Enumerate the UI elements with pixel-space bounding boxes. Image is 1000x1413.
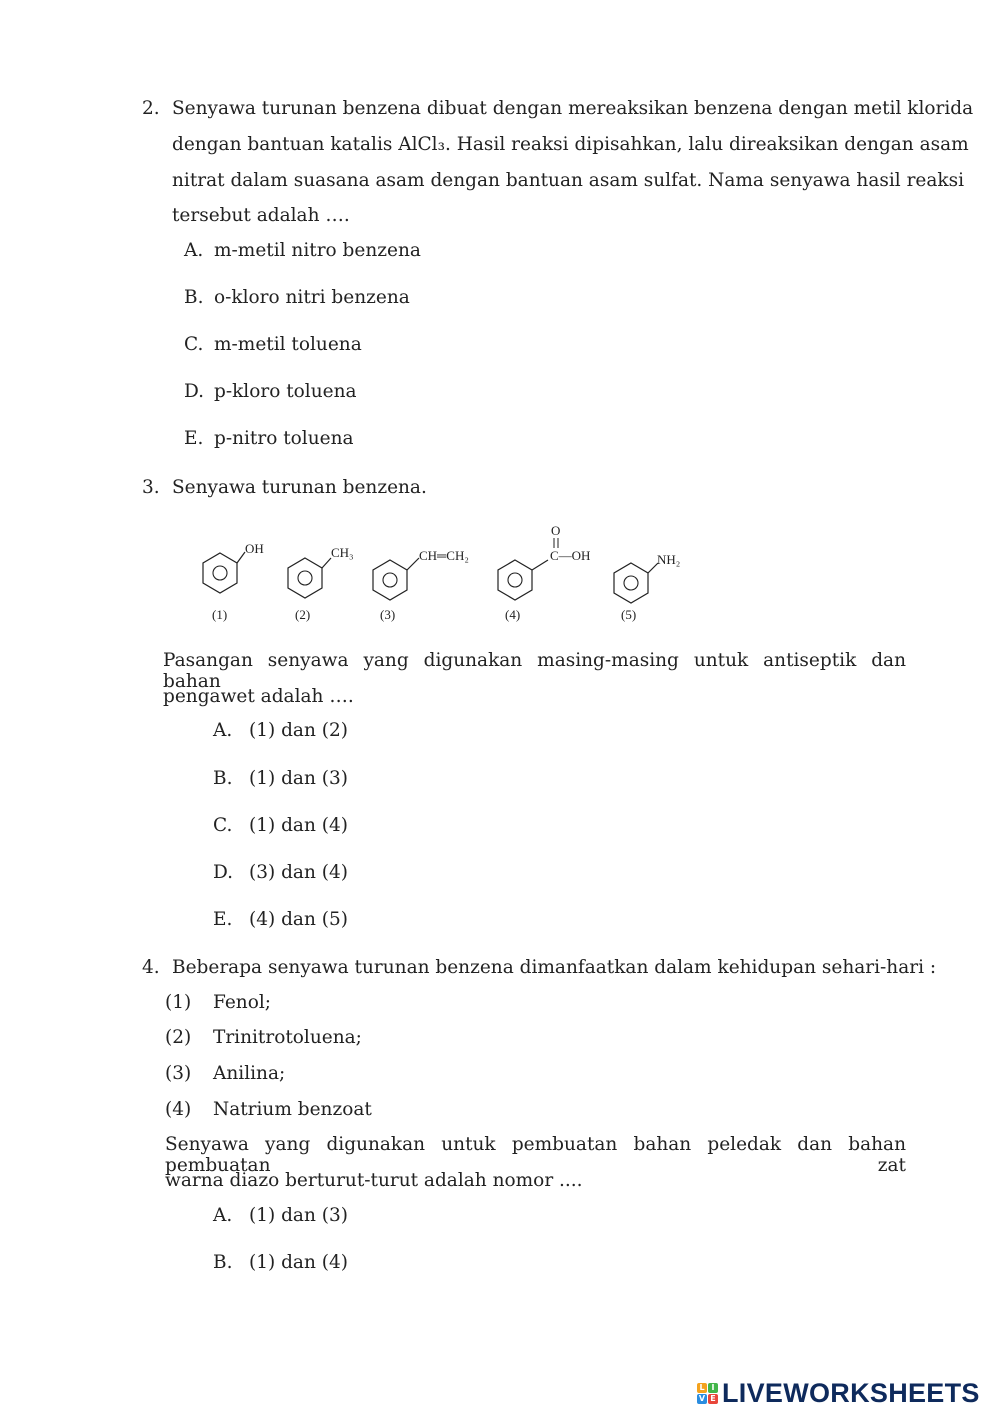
q3-stem-line: pengawet adalah …. [163, 686, 354, 707]
structure-4-label: (4) [505, 607, 521, 622]
q2-option-d[interactable] [184, 381, 357, 402]
structure-1 [203, 541, 264, 622]
q4-option-b[interactable] [213, 1252, 348, 1273]
q3-option-a[interactable] [213, 720, 348, 741]
item-number: (1) [165, 992, 192, 1013]
q2-option-c[interactable] [184, 334, 362, 355]
option-letter: C. [213, 815, 233, 836]
option-letter: E. [184, 428, 204, 449]
q3-option-e[interactable] [213, 909, 348, 930]
option-text: m-metil toluena [214, 334, 362, 355]
item-number: (2) [165, 1027, 192, 1048]
option-letter: B. [213, 1252, 233, 1273]
option-text: m-metil nitro benzena [214, 240, 421, 261]
q2-number: 2. [142, 98, 160, 119]
q3-option-c[interactable] [213, 815, 348, 836]
q3-title: Senyawa turunan benzena. [172, 477, 427, 498]
item-text: Trinitrotoluena; [213, 1027, 362, 1048]
option-text: (1) dan (3) [249, 1205, 348, 1226]
q2-text-line: Senyawa turunan benzena dibuat dengan mereaksikan benzena dengan metil klorida [172, 98, 974, 119]
option-text: (1) dan (3) [249, 768, 348, 789]
q4-title: Beberapa senyawa turunan benzena dimanfaatkan dalam kehidupan sehari-hari : [172, 957, 937, 978]
q4-item [165, 1027, 362, 1048]
q3-option-d[interactable] [213, 862, 348, 883]
option-text: p-kloro toluena [214, 381, 357, 402]
option-text: (4) dan (5) [249, 909, 348, 930]
liveworksheets-logo[interactable] [697, 1378, 980, 1409]
option-letter: A. [213, 1205, 233, 1226]
q4-item [165, 1099, 372, 1120]
structure-3-label: (3) [380, 607, 396, 622]
structure-2-group: CH₃ [331, 545, 354, 560]
q2-text-line: tersebut adalah …. [172, 205, 350, 226]
item-number: (3) [165, 1063, 192, 1084]
q2-option-e[interactable] [184, 428, 354, 449]
structure-3-group: CH═CH₂ [419, 548, 469, 563]
q2-text-line: dengan bantuan katalis AlCl₃. Hasil reaksi dipisahkan, lalu direaksikan dengan asam [172, 134, 969, 155]
q4-option-a[interactable] [213, 1205, 348, 1226]
q3-option-b[interactable] [213, 768, 348, 789]
item-text: Anilina; [213, 1063, 286, 1084]
option-text: o-kloro nitri benzena [214, 287, 410, 308]
q3-number: 3. [142, 477, 160, 498]
q4-number: 4. [142, 957, 160, 978]
benzene-structures-figure [185, 515, 705, 625]
q4-stem-line: Senyawa yang digunakan untuk pembuatan bahan peledak dan bahan pembuatan zat [165, 1134, 906, 1176]
q2-text-line: nitrat dalam suasana asam dengan bantuan asam sulfat. Nama senyawa hasil reaksi [172, 170, 965, 191]
structure-1-label: (1) [212, 607, 228, 622]
option-letter: C. [184, 334, 204, 355]
q4-stem-line: warna diazo berturut-turut adalah nomor .... [165, 1170, 583, 1191]
item-text: Fenol; [213, 992, 271, 1013]
structure-5-label: (5) [621, 607, 637, 622]
structure-5 [614, 552, 680, 622]
structure-2 [288, 545, 354, 622]
item-number: (4) [165, 1099, 192, 1120]
option-letter: D. [184, 381, 205, 402]
option-letter: A. [184, 240, 204, 261]
structure-4-top: O [551, 523, 561, 538]
option-letter: E. [213, 909, 233, 930]
option-text: p-nitro toluena [214, 428, 354, 449]
q4-item [165, 1063, 285, 1084]
structure-4-group: C—OH [550, 548, 591, 563]
q2-option-a[interactable] [184, 240, 421, 261]
option-letter: A. [213, 720, 233, 741]
option-text: (1) dan (2) [249, 720, 348, 741]
structure-3 [373, 548, 469, 622]
option-letter: D. [213, 862, 234, 883]
logo-text: LIVEWORKSHEETS [722, 1378, 980, 1408]
q2-option-b[interactable] [184, 287, 410, 308]
structure-1-group: OH [245, 541, 264, 556]
q4-item [165, 992, 271, 1013]
option-text: (1) dan (4) [249, 815, 348, 836]
option-text: (1) dan (4) [249, 1252, 348, 1273]
structure-5-group: NH₂ [657, 552, 681, 567]
logo-mark-icon: L I V E [697, 1383, 718, 1404]
option-letter: B. [184, 287, 204, 308]
q3-stem-line: Pasangan senyawa yang digunakan masing-masing untuk antiseptik dan bahan [163, 650, 906, 692]
option-text: (3) dan (4) [249, 862, 348, 883]
structure-4 [498, 523, 590, 622]
item-text: Natrium benzoat [213, 1099, 372, 1120]
option-letter: B. [213, 768, 233, 789]
structure-2-label: (2) [295, 607, 311, 622]
